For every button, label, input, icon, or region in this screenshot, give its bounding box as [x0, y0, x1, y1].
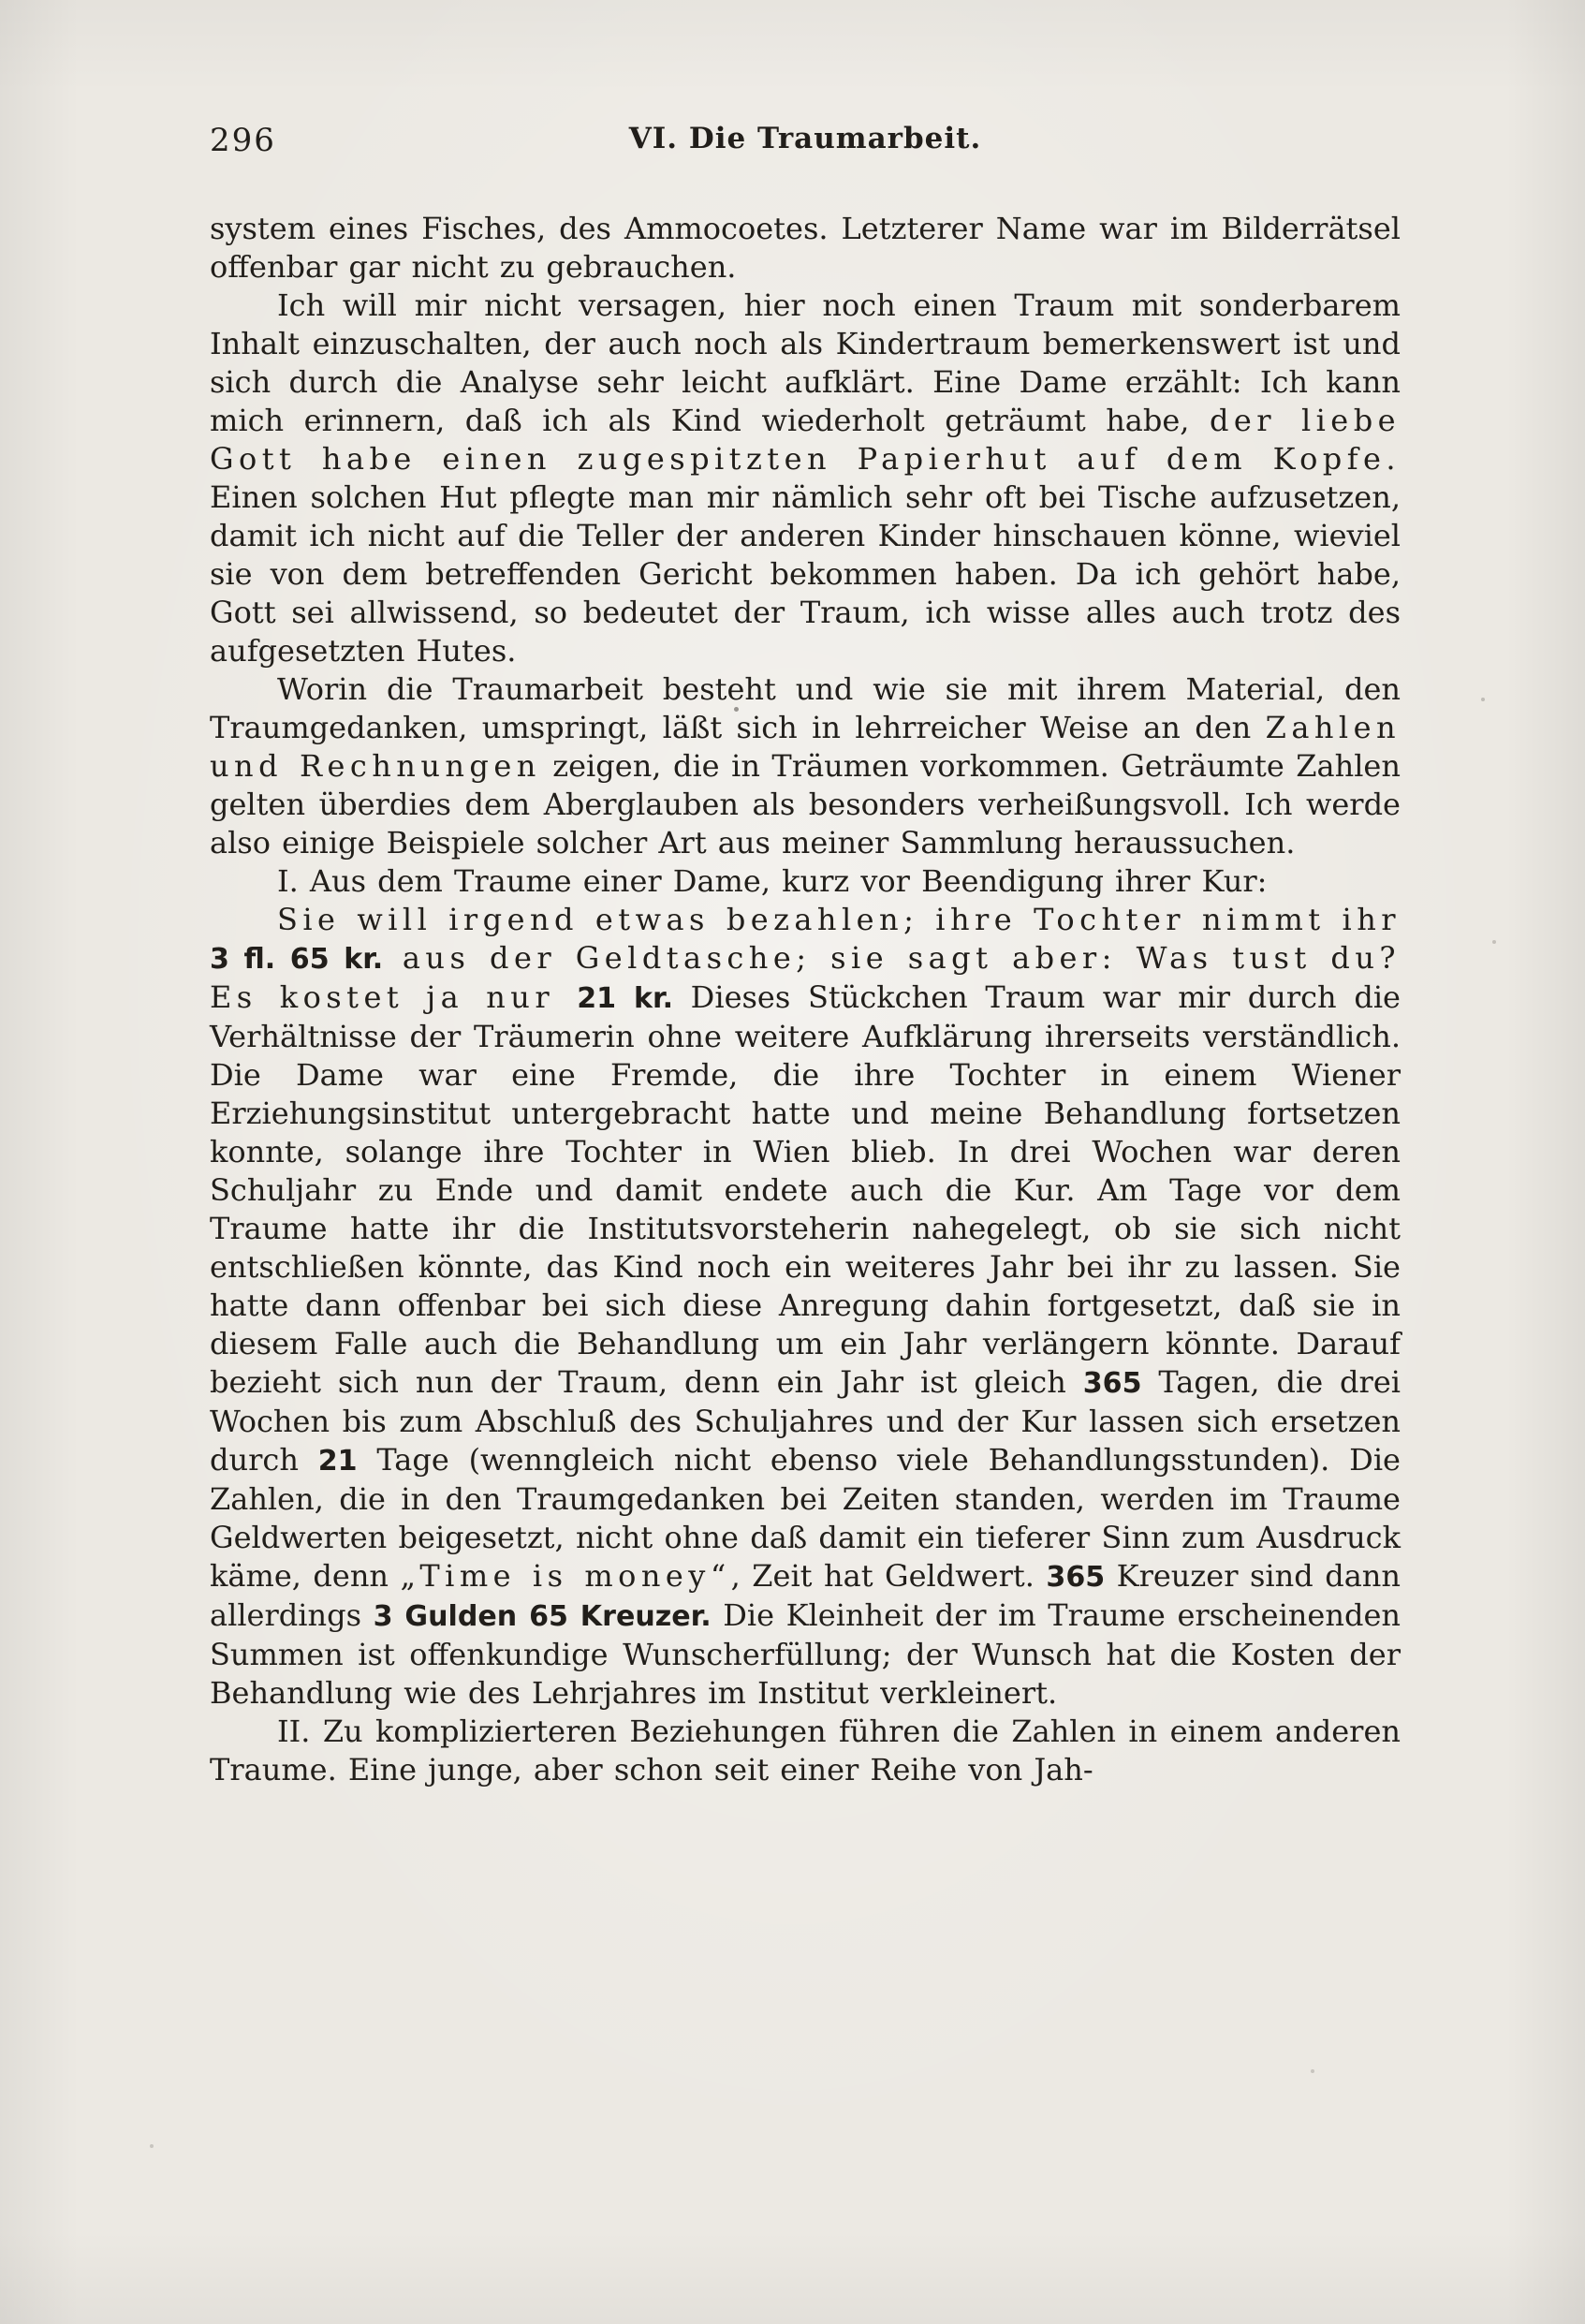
scan-speck	[150, 2144, 154, 2148]
text-run: zeigen, die in Träumen vorkommen. Geträumte Zahlen gelten überdies dem Aberglauben als besonders verheißungsvoll. Ich werde also einige Beispiele solcher Art aus meiner Sammlung heraussuchen.	[210, 748, 1401, 860]
page-number: 296	[210, 122, 276, 159]
text-run: Dieses Stückchen Traum war mir durch die Verhältnisse der Träumerin ohne weitere Aufklärung ihrerseits verständlich. Die Dame war eine Fremde, die ihre Tochter in einem Wiener Erziehungsinstitut untergebracht hatte und meine Behandlung fortsetzen konnte, solange ihre Tochter in Wien blieb. In drei Wochen war deren Schuljahr zu Ende und damit endete auch die Kur. Am Tage vor dem Traume hatte ihr die Institutsvorsteherin nahegelegt, ob sie sich nicht entschließen könnte, das Kind noch ein weiteres Jahr bei ihr zu lassen. Sie hatte dann offenbar bei sich diese Anregung dahin fortgesetzt, daß sie in diesem Falle auch die Behandlung um ein Jahr verlängern könnte. Darauf bezieht sich nun der Traum, denn ein Jahr ist gleich	[210, 979, 1401, 1400]
scan-speck	[734, 707, 739, 712]
text-run: Worin die Traumarbeit besteht und wie sie mit ihrem Material, den Traumgedanken, umspringt, läßt sich in lehrreicher Weise an den	[210, 671, 1401, 745]
text-run: Einen solchen Hut pflegte man mir nämlich sehr oft bei Tische aufzusetzen, damit ich nicht auf die Teller der anderen Kinder hinschauen könne, wieviel sie von dem betreffenden Gericht bekommen haben. Da ich gehört habe, Gott sei allwissend, so bedeutet der Traum, ich wisse alles auch trotz des aufgesetzten Hutes.	[210, 479, 1401, 669]
page-body	[210, 210, 1401, 1789]
text-run: I. Aus dem Traume einer Dame, kurz vor Beendigung ihrer Kur:	[277, 863, 1268, 899]
text-run: Die Kleinheit der im Traume erscheinenden Summen ist offenkundige Wunscherfüllung; der Wunsch hat die Kosten der Behandlung wie des Lehrjahres im Institut verkleinert.	[210, 1597, 1401, 1711]
paragraph	[210, 287, 1401, 670]
text-run: 365	[1046, 1561, 1106, 1594]
text-run: „Time is money“	[400, 1558, 731, 1594]
chapter-title: VI. Die Traumarbeit.	[628, 122, 982, 155]
paragraph	[210, 1713, 1401, 1789]
scan-speck	[1311, 2069, 1314, 2073]
text-run: Zahlen und Rechnungen	[210, 710, 1401, 784]
text-run: Sie will irgend etwas bezahlen; ihre Tochter nimmt ihr	[277, 902, 1401, 937]
text-run: Kreuzer sind dann allerdings	[210, 1558, 1401, 1633]
text-run: 3 Gulden 65 Kreuzer.	[373, 1600, 712, 1633]
text-run: 21	[317, 1445, 358, 1478]
text-run: system eines Fisches, des Ammocoetes. Letzterer Name war im Bilderrätsel offenbar gar nicht zu gebrauchen.	[210, 211, 1401, 285]
text-run: aus der Geldtasche; sie sagt aber: Was tust du? Es kostet ja nur	[210, 940, 1401, 1015]
text-run: 21 kr.	[577, 982, 674, 1015]
paragraph	[210, 670, 1401, 862]
paragraph	[210, 862, 1401, 901]
text-block	[210, 122, 1401, 1789]
text-run: Tagen, die drei Wochen bis zum Abschluß des Schuljahres und der Kur lassen sich ersetzen durch	[210, 1364, 1401, 1478]
text-run: , Zeit hat Geldwert.	[730, 1558, 1047, 1594]
scan-speck	[1492, 940, 1496, 944]
scan-speck	[1481, 698, 1485, 701]
page-header	[210, 122, 1401, 163]
paragraph	[210, 210, 1401, 287]
text-run: II. Zu komplizierteren Beziehungen führen die Zahlen in einem anderen Traume. Eine junge, aber schon seit einer Reihe von Jah-	[210, 1714, 1401, 1787]
text-run: 365	[1082, 1367, 1142, 1400]
text-run: 3 fl. 65 kr.	[210, 943, 384, 976]
text-run: Tage (wenngleich nicht ebenso viele Behandlungsstunden). Die Zahlen, die in den Traumgedanken bei Zeiten standen, werden im Traume Geldwerten beigesetzt, nicht ohne daß damit ein tieferer Sinn zum Ausdruck käme, denn	[210, 1442, 1401, 1594]
text-run: der liebe Gott habe einen zugespitzten Papierhut auf dem Kopfe.	[210, 403, 1401, 477]
text-run: Ich will mir nicht versagen, hier noch einen Traum mit sonderbarem Inhalt einzuschalten, der auch noch als Kindertraum bemerkenswert ist und sich durch die Analyse sehr leicht aufklärt. Eine Dame erzählt: Ich kann mich erinnern, daß ich als Kind wiederholt geträumt habe,	[210, 287, 1401, 438]
paragraph	[210, 901, 1401, 1713]
